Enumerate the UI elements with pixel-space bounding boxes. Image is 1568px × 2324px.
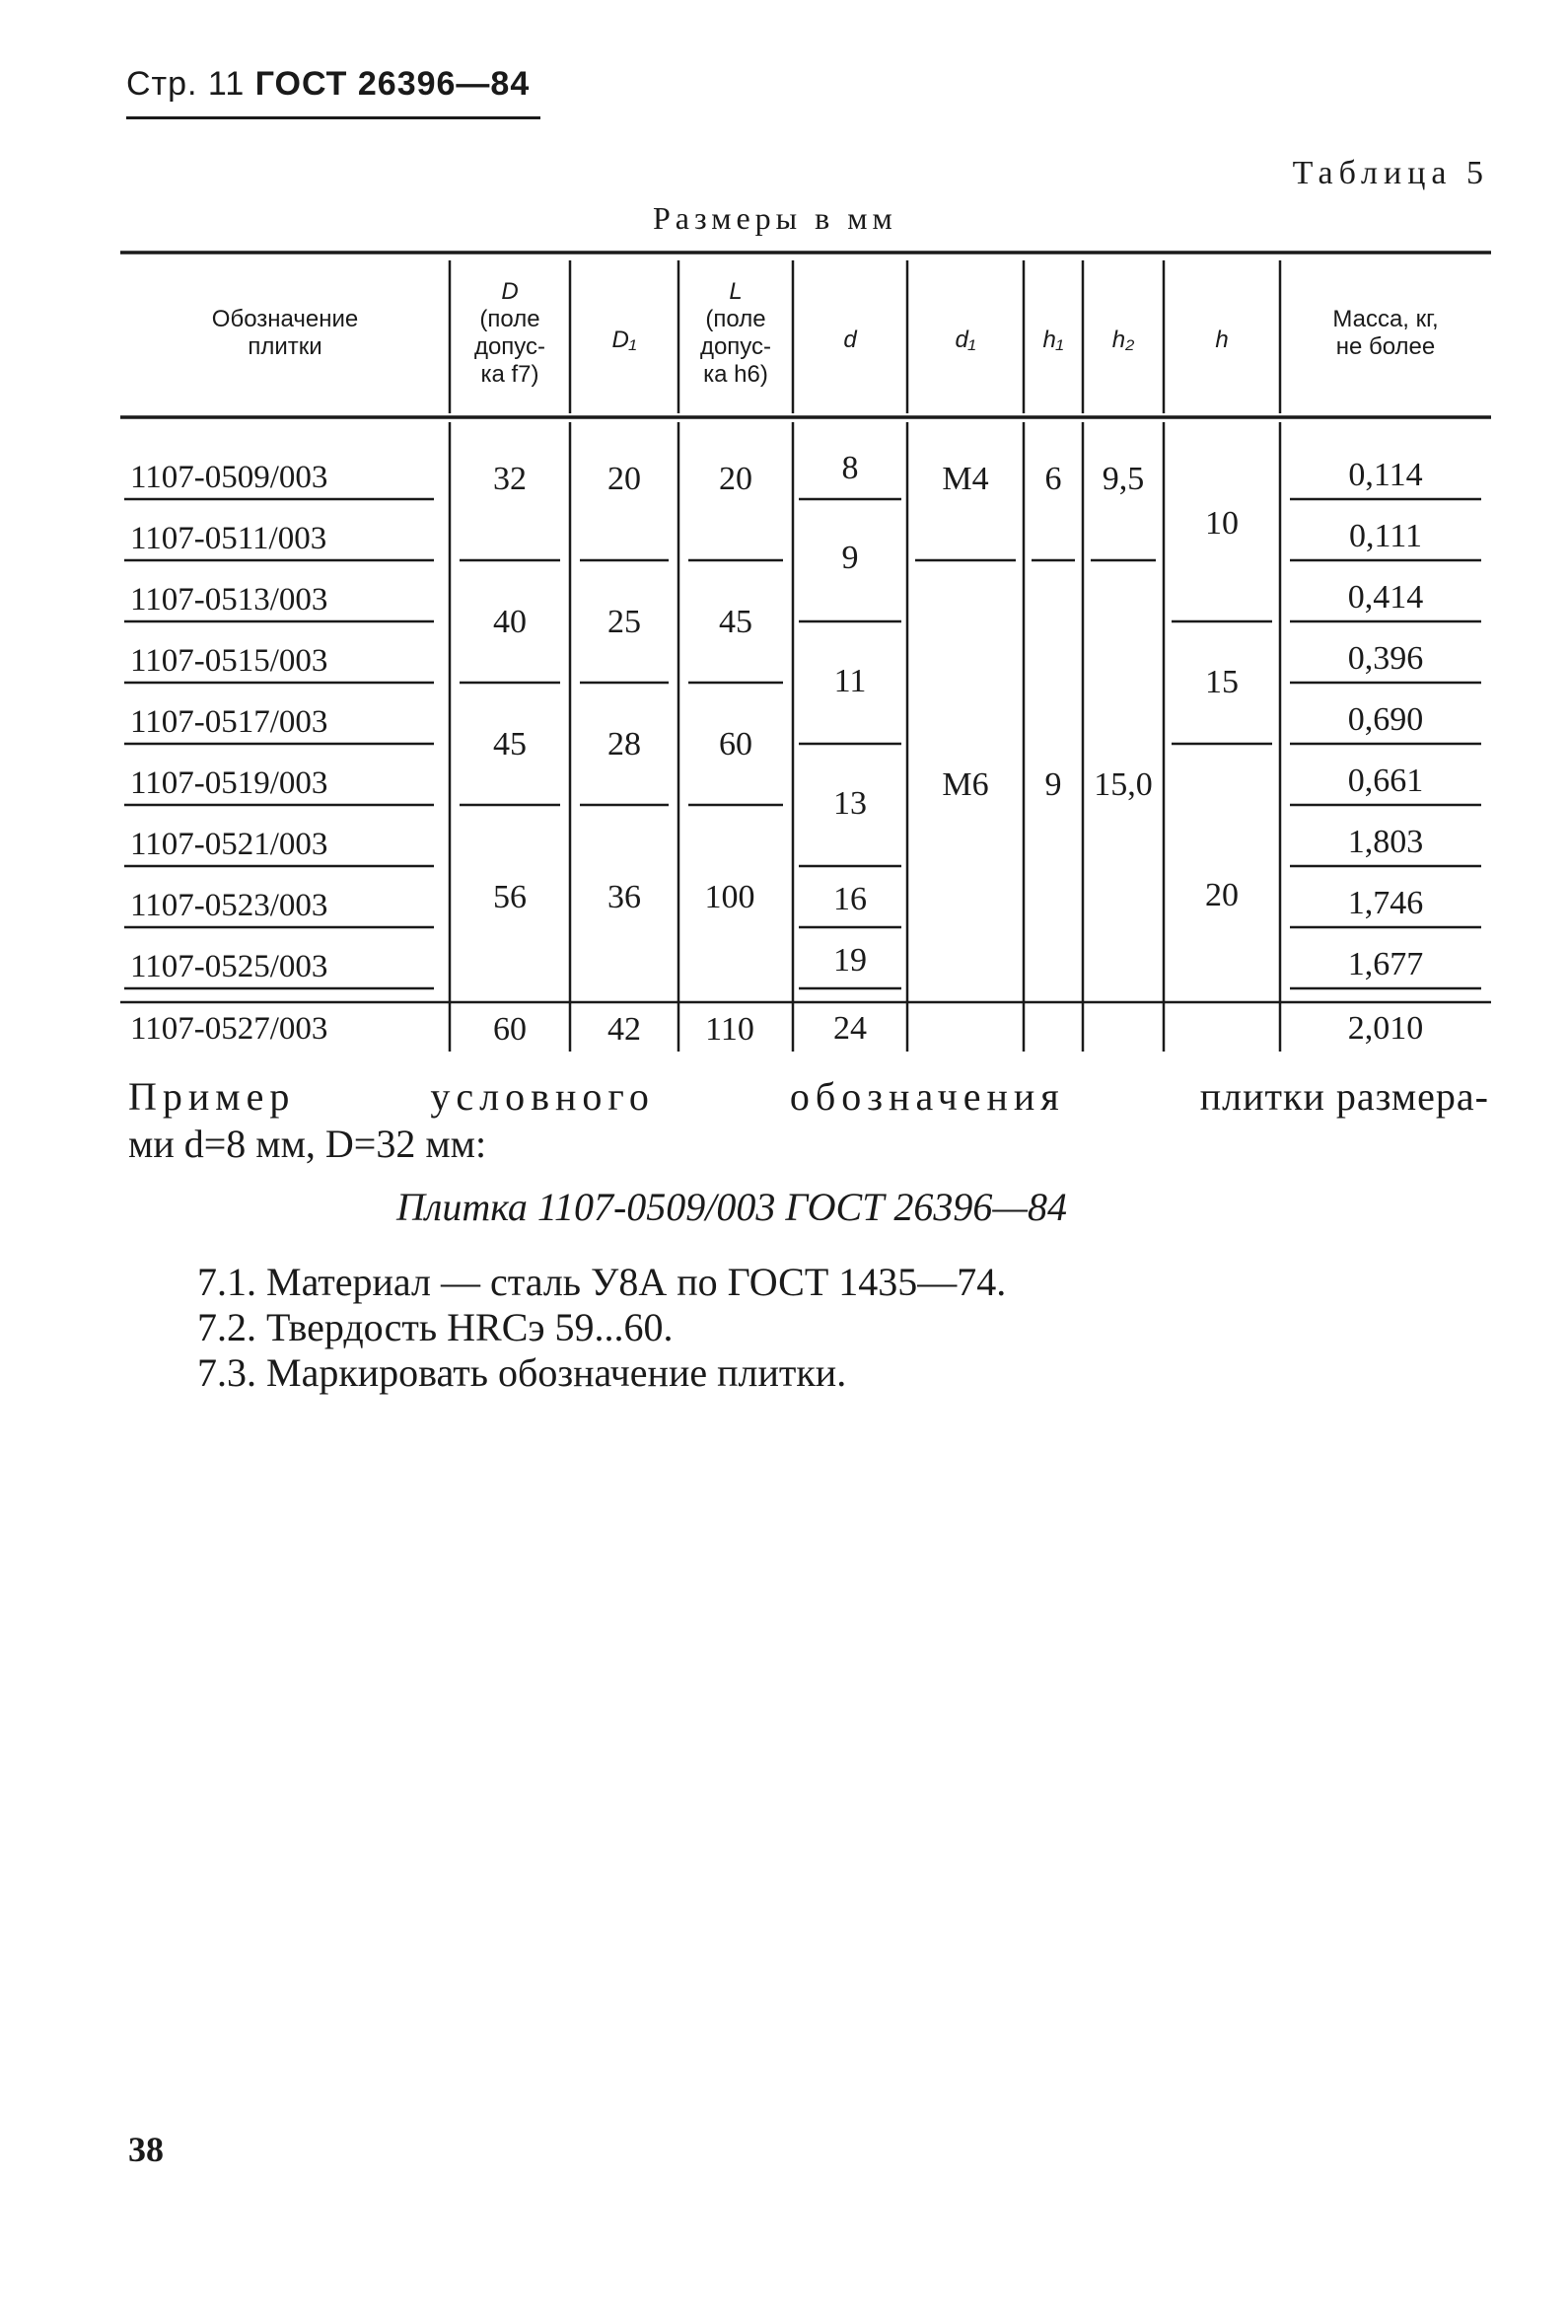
example-line-1 [128, 1073, 1489, 1121]
row-code: 1107-0527/003 [130, 1011, 328, 1047]
cell-D1: 20 [607, 461, 641, 497]
spec-item-material: 7.1. Материал — сталь У8А по ГОСТ 1435—74. [197, 1260, 1007, 1304]
row-code: 1107-0515/003 [130, 643, 328, 679]
spec-item-marking: 7.3. Маркировать обозначение плитки. [197, 1350, 847, 1395]
cell-h2: 15,0 [1094, 766, 1153, 803]
cell-mass: 1,746 [1347, 885, 1424, 921]
example-word: Пример [128, 1074, 296, 1119]
col-head-L: ка h6) [703, 361, 768, 388]
cell-D: 60 [493, 1011, 527, 1048]
cell-d: 24 [833, 1010, 867, 1047]
col-head-d1: d₁ [955, 327, 976, 353]
cell-d1: M4 [942, 461, 989, 497]
cell-L: 100 [704, 879, 755, 915]
col-head-D: (поле [479, 306, 540, 332]
cell-mass: 0,111 [1349, 518, 1422, 554]
col-head-D1: D₁ [611, 327, 637, 353]
col-head-mass: не более [1335, 333, 1436, 360]
cell-D: 32 [493, 461, 527, 497]
col-head-h2: h₂ [1111, 327, 1135, 353]
cell-L: 110 [705, 1011, 754, 1048]
cell-L: 60 [719, 726, 752, 763]
row-code: 1107-0513/003 [130, 582, 328, 617]
row-code: 1107-0517/003 [130, 704, 328, 740]
col-head-mass: Масса, кг, [1332, 306, 1439, 332]
cell-D: 56 [493, 879, 527, 915]
cell-mass: 1,803 [1347, 824, 1424, 860]
cell-h: 15 [1205, 664, 1239, 700]
cell-D1: 36 [607, 879, 641, 915]
header-rule [126, 116, 540, 119]
row-code: 1107-0525/003 [130, 949, 328, 984]
cell-D1: 28 [607, 726, 641, 763]
standard-number: ГОСТ 26396—84 [254, 65, 531, 103]
col-head-h: h [1215, 327, 1229, 353]
cell-mass: 0,690 [1347, 701, 1424, 738]
cell-mass: 1,677 [1347, 946, 1424, 982]
cell-L: 45 [719, 604, 752, 640]
col-head-L: L [729, 278, 743, 305]
cell-D1: 42 [607, 1011, 641, 1048]
page-number: 38 [128, 2130, 164, 2169]
cell-L: 20 [719, 461, 752, 497]
row-code: 1107-0523/003 [130, 888, 328, 923]
cell-d: 11 [833, 663, 867, 699]
cell-d: 8 [841, 450, 859, 486]
spec-item-hardness: 7.2. Твердость HRCэ 59...60. [197, 1305, 674, 1349]
col-head-h1: h₁ [1042, 327, 1064, 353]
cell-d: 19 [833, 942, 867, 979]
cell-mass: 0,414 [1347, 579, 1424, 616]
cell-d: 13 [833, 785, 867, 822]
page-label: Стр. 11 [126, 65, 246, 103]
row-code: 1107-0521/003 [130, 827, 328, 862]
cell-mass: 0,661 [1347, 763, 1424, 799]
col-head-designation: плитки [248, 333, 322, 360]
table-units: Размеры в мм [653, 200, 897, 236]
example-paragraph [128, 1073, 1489, 1168]
cell-h: 10 [1205, 505, 1239, 542]
page-header [126, 65, 530, 104]
cell-h1: 6 [1044, 461, 1062, 497]
cell-D: 40 [493, 604, 527, 640]
row-code: 1107-0519/003 [130, 765, 328, 801]
col-head-L: (поле [705, 306, 766, 332]
cell-mass: 0,396 [1347, 640, 1424, 677]
row-code: 1107-0511/003 [130, 521, 327, 556]
cell-d1: M6 [942, 766, 989, 803]
col-head-D: допус- [473, 333, 546, 360]
dimensions-table [120, 253, 1491, 1057]
cell-d: 16 [833, 881, 867, 917]
example-word: плитки размера- [1199, 1074, 1489, 1119]
col-head-d: d [843, 327, 857, 353]
cell-h: 20 [1205, 877, 1239, 913]
row-code: 1107-0509/003 [130, 460, 328, 495]
cell-d: 9 [841, 540, 859, 576]
cell-D1: 25 [607, 604, 641, 640]
designation-example: Плитка 1107-0509/003 ГОСТ 26396—84 [396, 1185, 1067, 1229]
cell-h1: 9 [1044, 766, 1062, 803]
cell-D: 45 [493, 726, 527, 763]
col-head-L: допус- [699, 333, 772, 360]
example-line-2: ми d=8 мм, D=32 мм: [128, 1122, 487, 1166]
example-word: условного [430, 1074, 655, 1119]
cell-mass: 2,010 [1347, 1010, 1424, 1047]
cell-h2: 9,5 [1102, 461, 1145, 497]
col-head-D: D [501, 278, 519, 305]
cell-mass: 0,114 [1348, 457, 1423, 493]
example-word: обозначения [789, 1074, 1065, 1119]
col-head-D: ка f7) [480, 361, 539, 388]
table-title: Таблица 5 [1292, 155, 1489, 191]
col-head-designation: Обозначение [211, 306, 359, 332]
